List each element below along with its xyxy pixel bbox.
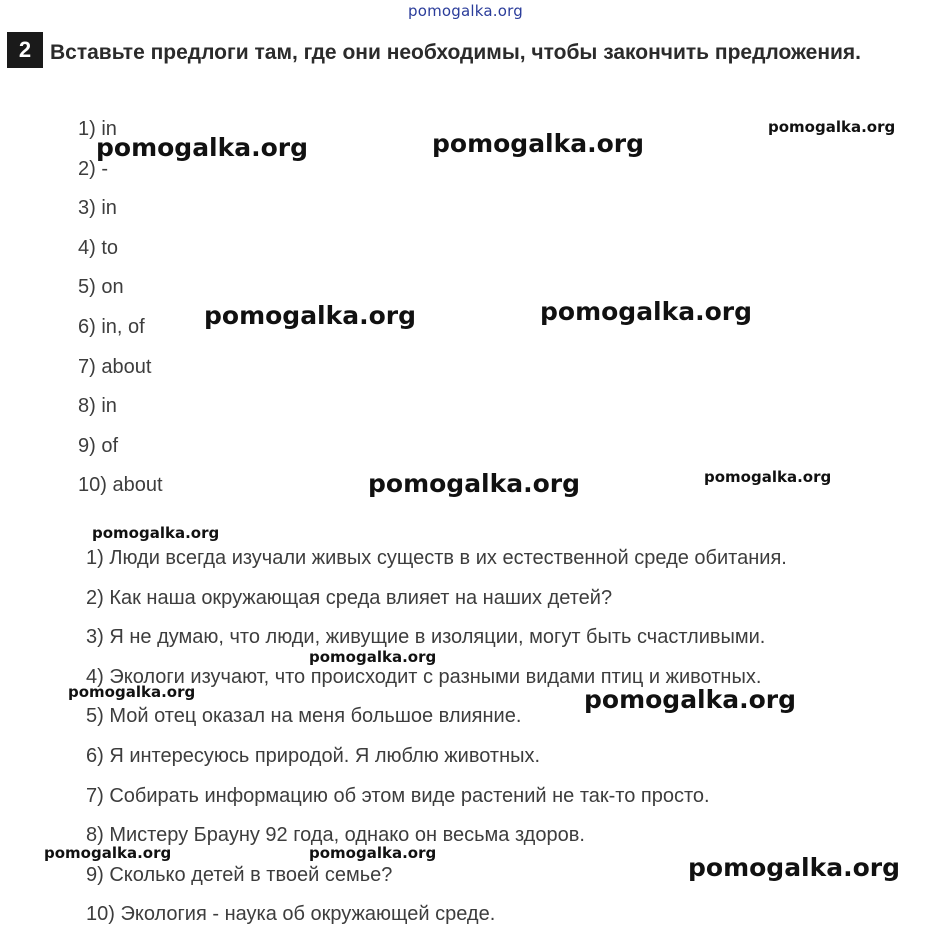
answer-item: 10) about (78, 474, 163, 497)
translation-item: 5) Мой отец оказал на меня большое влияние. (86, 705, 522, 728)
translation-item: 6) Я интересуюсь природой. Я люблю животных. (86, 744, 541, 767)
answer-item: 5) on (78, 276, 124, 299)
answer-item: 4) to (78, 236, 119, 259)
watermark: pomogalka.org (309, 844, 437, 862)
translation-item: 8) Мистеру Брауну 92 года, однако он весьма здоров. (86, 824, 585, 847)
watermark: pomogalka.org (432, 129, 645, 158)
translation-list (86, 544, 787, 940)
watermark: pomogalka.org (92, 524, 220, 542)
watermark: pomogalka.org (368, 469, 581, 498)
watermark: pomogalka.org (44, 844, 172, 862)
translation-item: 4) Экологи изучают, что происходит с разными видами птиц и животных. (86, 665, 762, 688)
translation-item: 1) Люди всегда изучали живых существ в их естественной среде обитания. (86, 547, 787, 569)
answer-item: 1) in (78, 118, 117, 140)
answer-item: 2) - (78, 157, 108, 180)
answer-item: 7) about (78, 355, 152, 378)
translation-item: 9) Сколько детей в твоей семье? (86, 863, 393, 886)
watermark: pomogalka.org (704, 468, 832, 486)
answer-item: 6) in, of (78, 315, 145, 338)
watermark: pomogalka.org (68, 683, 196, 701)
answer-item: 3) in (78, 197, 117, 220)
watermark: pomogalka.org (688, 853, 901, 882)
site-watermark-top: pomogalka.org (408, 2, 523, 20)
watermark: pomogalka.org (204, 301, 417, 330)
watermark: pomogalka.org (309, 648, 437, 666)
watermark: pomogalka.org (584, 685, 797, 714)
translation-item: 10) Экология - наука об окружающей среде. (86, 903, 496, 926)
answer-list (78, 115, 163, 511)
watermark: pomogalka.org (540, 297, 753, 326)
translation-item: 7) Собирать информацию об этом виде растений не так-то просто. (86, 784, 710, 807)
watermark: pomogalka.org (96, 133, 309, 162)
answer-item: 9) of (78, 434, 119, 457)
task-number-badge: 2 (7, 32, 43, 68)
answer-item: 8) in (78, 395, 117, 418)
task-instruction: Вставьте предлоги там, где они необходимы, чтобы закончить предложения. (50, 41, 862, 64)
watermark: pomogalka.org (768, 118, 896, 136)
translation-item: 2) Как наша окружающая среда влияет на наших детей? (86, 586, 613, 609)
translation-item: 3) Я не думаю, что люди, живущие в изоляции, могут быть счастливыми. (86, 626, 766, 649)
